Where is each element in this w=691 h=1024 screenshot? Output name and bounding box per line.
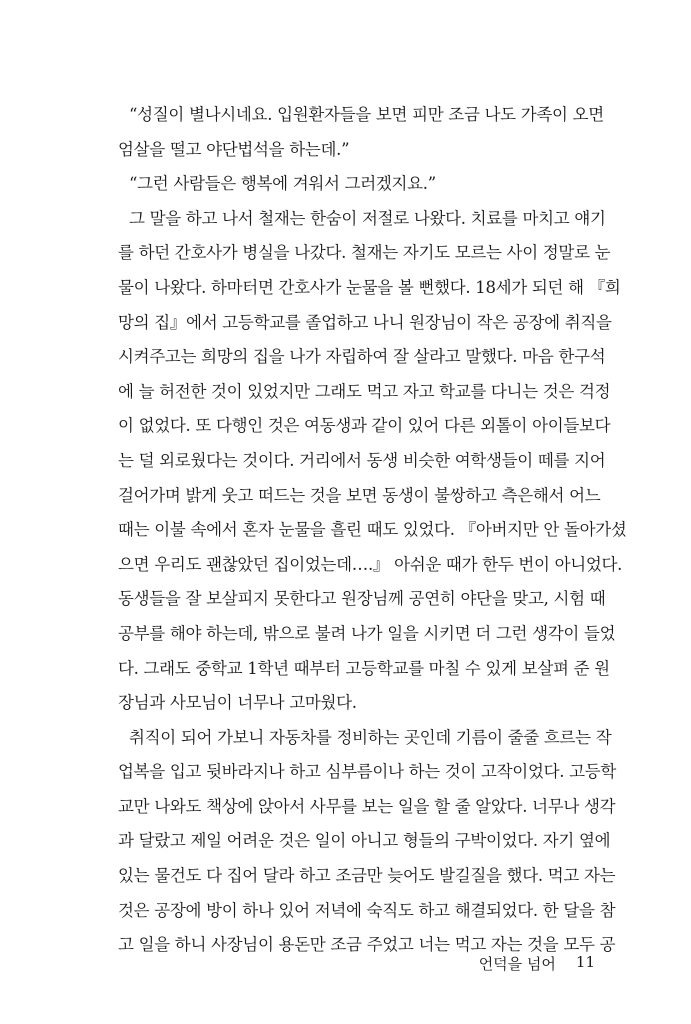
text-line: 시켜주고는 희망의 집을 나가 자립하여 잘 살라고 말했다. 마음 한구석 [118,347,606,367]
text-line: 다. 그래도 중학교 1학년 때부터 고등학교를 마칠 수 있게 보살펴 준 원 [118,658,610,678]
text-line: 때는 이불 속에서 혼자 눈물을 흘린 때도 있었다. 『아버지만 안 돌아가셨 [118,520,627,540]
text-line: 엄살을 떨고 야단법석을 하는데.” [118,139,350,159]
text-line: 으면 우리도 괜찮았던 집이었는데….』 아쉬운 때가 한두 번이 아니었다. [118,554,623,574]
text-line: 물이 나왔다. 하마터면 간호사가 눈물을 볼 뻔했다. 18세가 되던 해 『희 [118,277,621,297]
text-line: 있는 물건도 다 집어 달라 하고 조금만 늦어도 발길질을 했다. 먹고 자는 [118,866,616,886]
text-line: 이 없었다. 또 다행인 것은 여동생과 같이 있어 다른 외톨이 아이들보다 [118,416,611,436]
text-line: “성질이 별나시네요. 입원환자들을 보면 피만 조금 나도 가족이 오면 [129,105,604,124]
running-title: 언덕을 넘어 [478,955,556,973]
text-line: “그런 사람들은 행복에 겨워서 그러겠지요.” [129,174,436,194]
text-line: 과 달랐고 제일 어려운 것은 일이 아니고 형들의 구박이었다. 자기 옆에 [118,831,611,851]
text-line: 고 일을 하니 사장님이 용돈만 조금 주었고 너는 먹고 자는 것을 모두 공 [118,935,616,955]
text-line: 교만 나와도 책상에 앉아서 사무를 보는 일을 할 줄 알았다. 너무나 생각 [118,796,616,816]
text-line: 망의 집』에서 고등학교를 졸업하고 나니 원장님이 작은 공장에 취직을 [118,312,612,332]
text-line: 동생들을 잘 보살피지 못한다고 원장님께 공연히 야단을 맞고, 시험 때 [118,589,606,609]
text-line: 걸어가며 밝게 웃고 떠드는 것을 보면 동생이 불쌍하고 측은해서 어느 [118,485,601,505]
text-line: 는 덜 외로웠다는 것이다. 거리에서 동생 비슷한 여학생들이 떼를 지어 [118,450,606,470]
text-line: 취직이 되어 가보니 자동차를 정비하는 곳인데 기름이 줄줄 흐르는 작 [129,727,612,747]
page-number: 11 [575,953,595,971]
text-line: 그 말을 하고 나서 철재는 한숨이 저절로 나왔다. 치료를 마치고 얘기 [129,208,606,228]
text-line: 에 늘 허전한 것이 있었지만 그래도 먹고 자고 학교를 다니는 것은 걱정 [118,381,611,401]
text-line: 공부를 해야 하는데, 밖으로 불려 나가 일을 시키면 더 그런 생각이 들었 [118,623,616,643]
text-line: 를 하던 간호사가 병실을 나갔다. 철재는 자기도 모르는 사이 정말로 눈 [118,243,611,263]
text-line: 것은 공장에 방이 하나 있어 저녁에 숙직도 하고 해결되었다. 한 달을 참 [118,900,616,920]
text-line: 장님과 사모님이 너무나 고마웠다. [118,693,357,713]
page-footer [479,953,595,974]
text-line: 업복을 입고 뒷바라지나 하고 심부름이나 하는 것이 고작이었다. 고등학 [118,762,617,782]
body-text [118,101,627,966]
